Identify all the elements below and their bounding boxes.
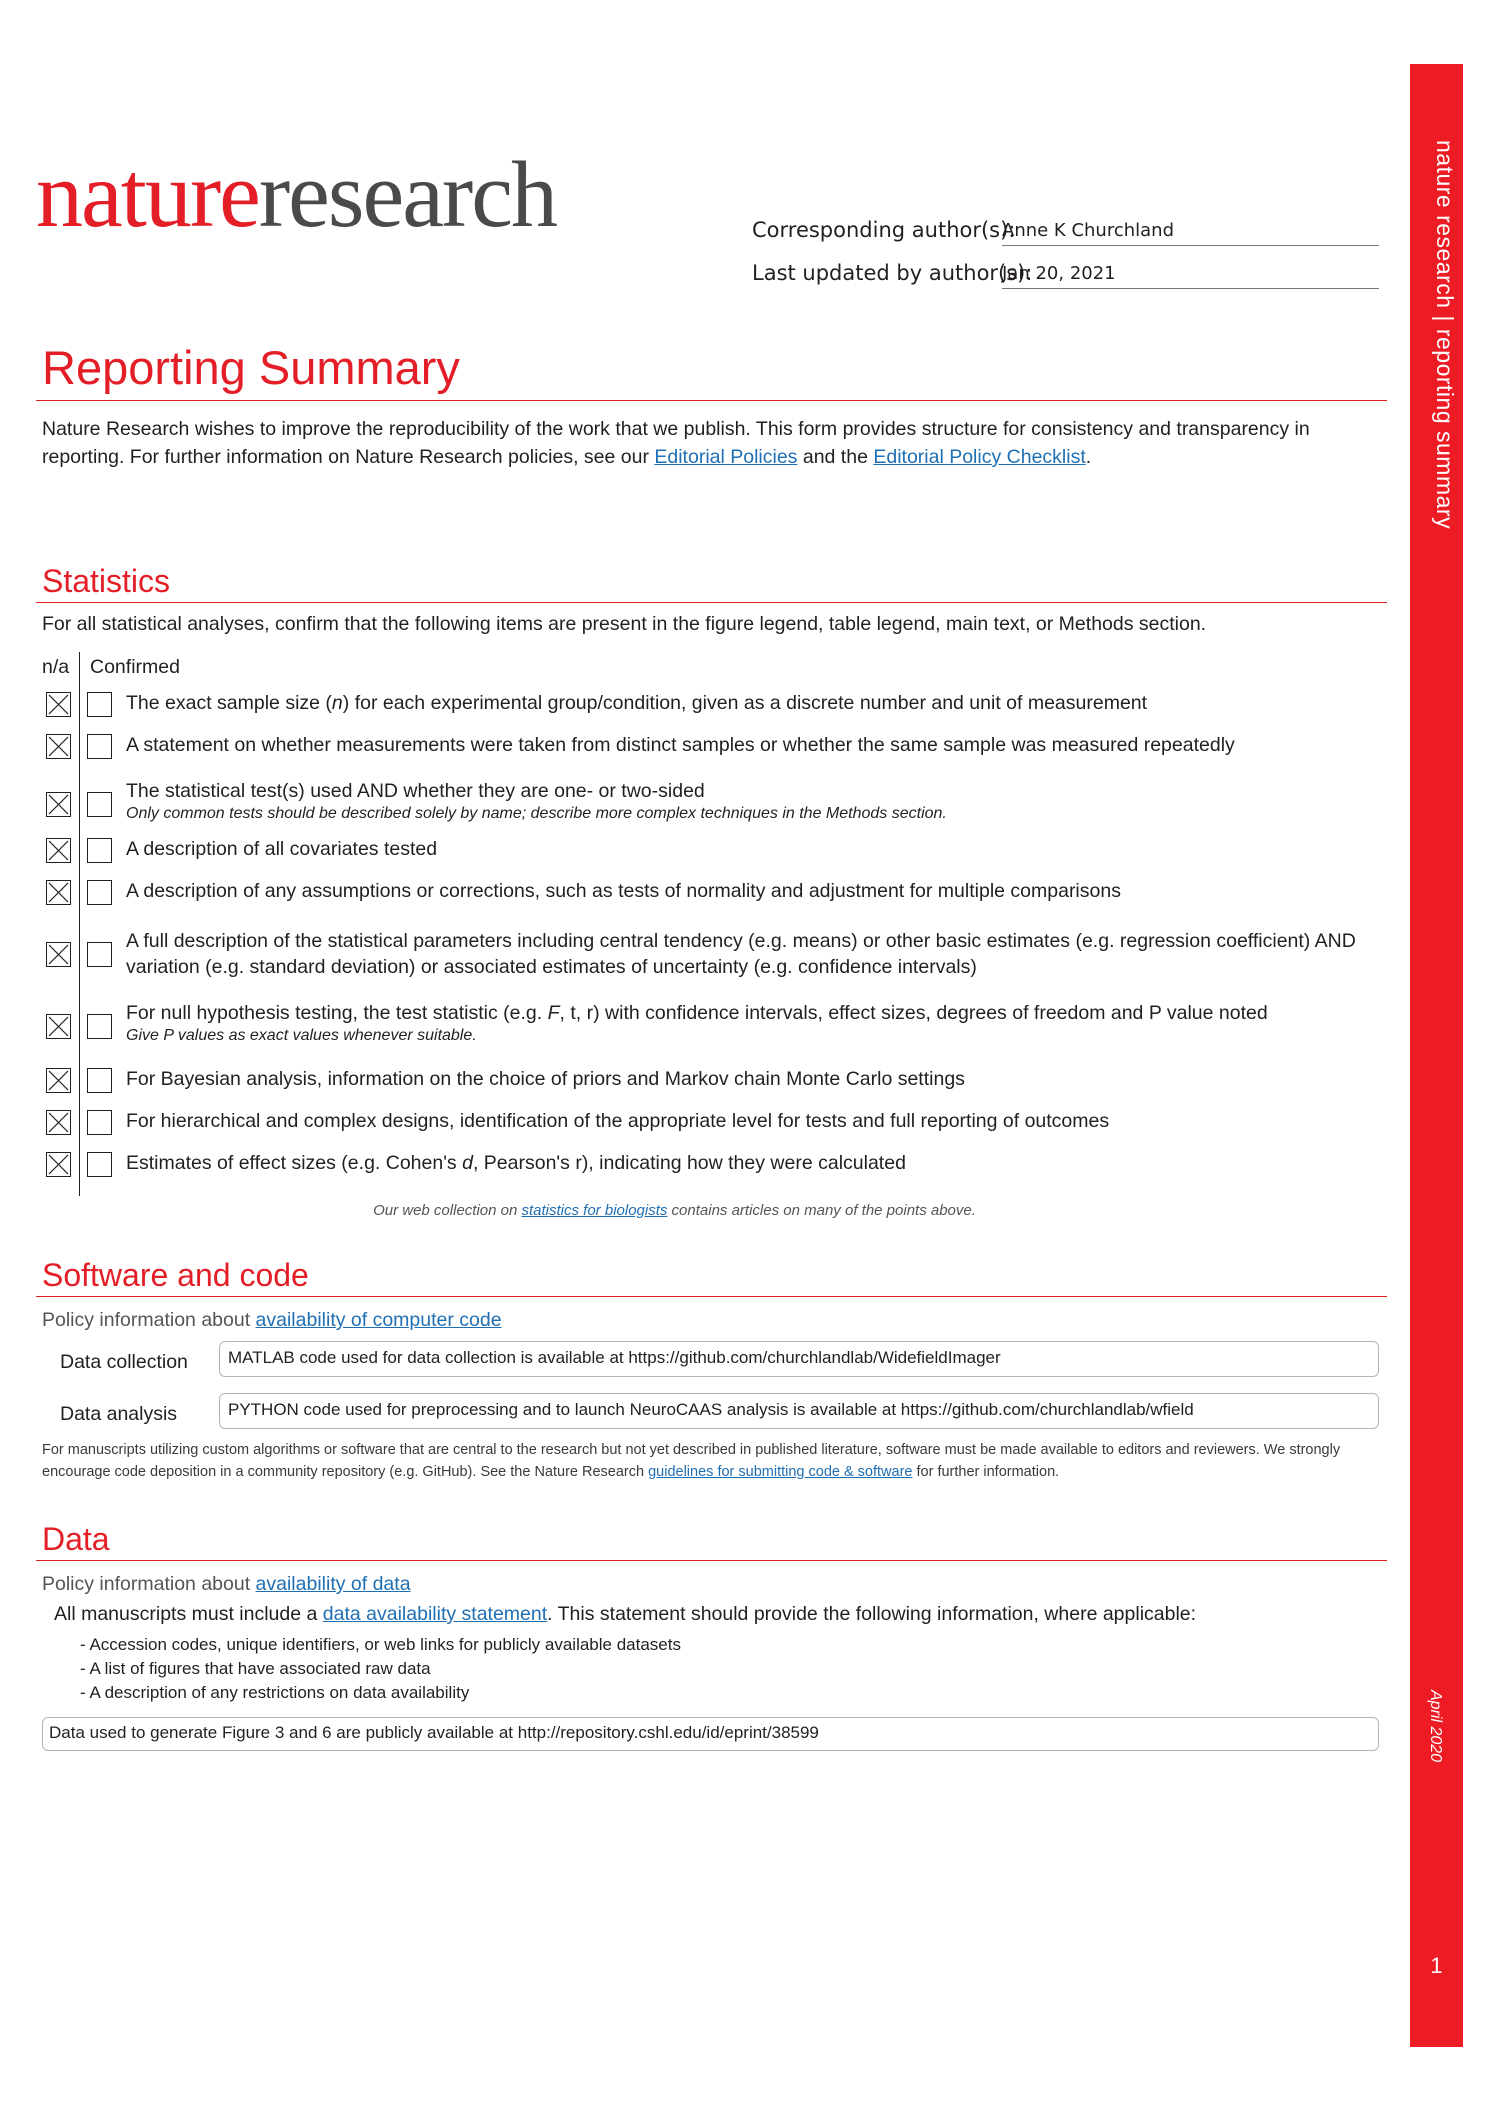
code-guidelines-link[interactable]: guidelines for submitting code & software	[648, 1464, 913, 1480]
na-checkbox[interactable]	[46, 942, 71, 967]
checklist-item-text	[126, 1066, 1426, 1092]
last-updated-label: Last updated by author(s):	[752, 261, 1033, 285]
item-text: For Bayesian analysis, information on the choice of priors and Markov chain Monte Carlo settings	[126, 1068, 965, 1090]
item-text: A description of all covariates tested	[126, 838, 438, 860]
editorial-policy-checklist-link[interactable]: Editorial Policy Checklist	[873, 446, 1086, 468]
title-rule	[36, 400, 1387, 401]
software-note-text: For manuscripts utilizing custom algorithms or software that are central to the research but not yet described in published literature, software must be made available to editors and reviewers. We strongly encourage code deposition in a community repository (e.g. GitHub). See the Nature Research	[42, 1442, 1341, 1480]
web-note-pre: Our web collection on	[373, 1202, 522, 1219]
checklist-item-text	[126, 1150, 1426, 1176]
item-text: The statistical test(s) used AND whether they are one- or two-sided	[126, 780, 705, 802]
corresponding-author-label: Corresponding author(s):	[752, 218, 1016, 242]
na-checkbox[interactable]	[46, 1152, 71, 1177]
data-collection-label: Data collection	[60, 1351, 188, 1373]
list-item: - Accession codes, unique identifiers, or web links for publicly available datasets	[80, 1635, 681, 1654]
data-collection-field[interactable]: MATLAB code used for data collection is available at https://github.com/churchlandlab/WidefieldImager	[219, 1341, 1379, 1377]
editorial-policies-link[interactable]: Editorial Policies	[654, 446, 798, 468]
statistics-for-biologists-link[interactable]: statistics for biologists	[521, 1202, 668, 1219]
item-subnote: Give P values as exact values whenever suitable.	[126, 1027, 477, 1044]
statistics-lead: For all statistical analyses, confirm that the following items are present in the figure legend, table legend, main text, or Methods section.	[42, 613, 1207, 635]
checklist-item-text	[126, 778, 1426, 824]
confirmed-checkbox[interactable]	[87, 1152, 112, 1177]
data-analysis-field[interactable]: PYTHON code used for preprocessing and to launch NeuroCAAS analysis is available at https://github.com/churchlandlab/wfield	[219, 1393, 1379, 1429]
availability-of-data-link[interactable]: availability of data	[255, 1573, 411, 1595]
software-note	[42, 1439, 1387, 1483]
sidebar-title-text: nature research | reporting summary	[1432, 140, 1458, 530]
column-na-header: n/a	[42, 656, 70, 678]
confirmed-checkbox[interactable]	[87, 734, 112, 759]
checklist-item-text	[126, 1000, 1426, 1046]
software-policy	[42, 1309, 502, 1332]
software-policy-text: Policy information about	[42, 1309, 256, 1331]
data-rule	[36, 1560, 1387, 1561]
checklist-item-text	[126, 690, 1426, 716]
na-checkbox[interactable]	[46, 792, 71, 817]
page-number: 1	[1430, 1953, 1443, 1978]
item-text-cont: , t, r) with confidence intervals, effect sizes, degrees of freedom and P value noted	[559, 1002, 1268, 1024]
checklist-divider	[79, 652, 80, 1196]
data-analysis-label: Data analysis	[60, 1403, 178, 1425]
last-updated-field[interactable]: Jan 20, 2021	[1002, 263, 1379, 289]
na-checkbox[interactable]	[46, 880, 71, 905]
web-note-post: contains articles on many of the points above.	[667, 1202, 976, 1219]
software-heading: Software and code	[42, 1257, 309, 1293]
item-text: A statement on whether measurements were taken from distinct samples or whether the same sample was measured repeatedly	[126, 734, 1235, 756]
na-checkbox[interactable]	[46, 1068, 71, 1093]
intro-text: Nature Research wishes to improve the reproducibility of the work that we publish. This form provides structure for consistency and transparency in reporting. For further information on Nature Research policies, see our	[42, 418, 1310, 468]
item-italic: n	[331, 692, 343, 714]
item-text: For hierarchical and complex designs, identification of the appropriate level for tests and full reporting of outcomes	[126, 1110, 1110, 1132]
intro-end-text: .	[1085, 446, 1092, 468]
checklist-item-text	[126, 1108, 1426, 1134]
confirmed-checkbox[interactable]	[87, 880, 112, 905]
confirmed-checkbox[interactable]	[87, 1068, 112, 1093]
list-item: - A description of any restrictions on data availability	[80, 1683, 470, 1702]
checklist-item-text	[126, 928, 1426, 980]
data-heading: Data	[42, 1521, 110, 1557]
confirmed-checkbox[interactable]	[87, 1014, 112, 1039]
column-confirmed-header: Confirmed	[90, 656, 180, 678]
corresponding-author-row	[752, 206, 1379, 246]
availability-of-computer-code-link[interactable]: availability of computer code	[255, 1309, 502, 1331]
logo-word-nature: nature	[36, 143, 259, 247]
item-text-cont: ) for each experimental group/condition, given as a discrete number and unit of measurement	[342, 692, 1148, 714]
confirmed-checkbox[interactable]	[87, 692, 112, 717]
na-checkbox[interactable]	[46, 692, 71, 717]
item-text: For null hypothesis testing, the test statistic (e.g.	[126, 1002, 548, 1024]
item-text: The exact sample size (	[126, 692, 332, 714]
statistics-web-note	[0, 1202, 1489, 1219]
software-note-end: for further information.	[912, 1464, 1060, 1480]
checklist-item-text	[126, 836, 1426, 862]
list-item: - A list of figures that have associated raw data	[80, 1659, 431, 1678]
na-checkbox[interactable]	[46, 1110, 71, 1135]
item-subnote: Only common tests should be described solely by name; describe more complex techniques in the Methods section.	[126, 805, 947, 822]
item-text-cont: , Pearson's r), indicating how they were calculated	[472, 1152, 906, 1174]
logo-word-research: research	[258, 143, 556, 247]
na-checkbox[interactable]	[46, 1014, 71, 1039]
data-availability-field[interactable]: Data used to generate Figure 3 and 6 are publicly available at http://repository.cshl.edu/id/eprint/38599	[42, 1717, 1379, 1751]
item-text: A description of any assumptions or corrections, such as tests of normality and adjustment for multiple comparisons	[126, 880, 1121, 902]
confirmed-checkbox[interactable]	[87, 792, 112, 817]
nature-research-logo	[36, 143, 556, 247]
checklist-item-text	[126, 878, 1426, 904]
data-policy	[42, 1573, 411, 1596]
intro-mid-text: and the	[797, 446, 874, 468]
data-requirement-pre: All manuscripts must include a	[54, 1603, 323, 1625]
confirmed-checkbox[interactable]	[87, 942, 112, 967]
data-requirement-list	[80, 1633, 681, 1705]
page-title: Reporting Summary	[42, 341, 460, 394]
na-checkbox[interactable]	[46, 734, 71, 759]
intro-paragraph	[42, 415, 1382, 471]
statistics-rule	[36, 602, 1387, 603]
item-italic: d	[462, 1152, 473, 1174]
checklist-item-text	[126, 732, 1426, 758]
software-rule	[36, 1296, 1387, 1297]
item-text: Estimates of effect sizes (e.g. Cohen's	[126, 1152, 463, 1174]
na-checkbox[interactable]	[46, 838, 71, 863]
data-requirement	[54, 1603, 1196, 1626]
confirmed-checkbox[interactable]	[87, 1110, 112, 1135]
confirmed-checkbox[interactable]	[87, 838, 112, 863]
corresponding-author-field[interactable]: Anne K Churchland	[1002, 220, 1379, 246]
data-policy-text: Policy information about	[42, 1573, 256, 1595]
statistics-heading: Statistics	[42, 563, 171, 599]
item-text: A full description of the statistical parameters including central tendency (e.g. means) or other basic estimates (e.g. regression coefficient) AND variation (e.g. standard deviation) or associated estimates of uncertainty (e.g. confidence intervals)	[126, 930, 1356, 978]
data-availability-statement-link[interactable]: data availability statement	[322, 1603, 548, 1625]
item-italic: F	[547, 1002, 560, 1024]
sidebar-date-text: April 2020	[1427, 1690, 1444, 1763]
last-updated-row	[752, 249, 1379, 289]
data-requirement-post: . This statement should provide the following information, where applicable:	[547, 1603, 1197, 1625]
